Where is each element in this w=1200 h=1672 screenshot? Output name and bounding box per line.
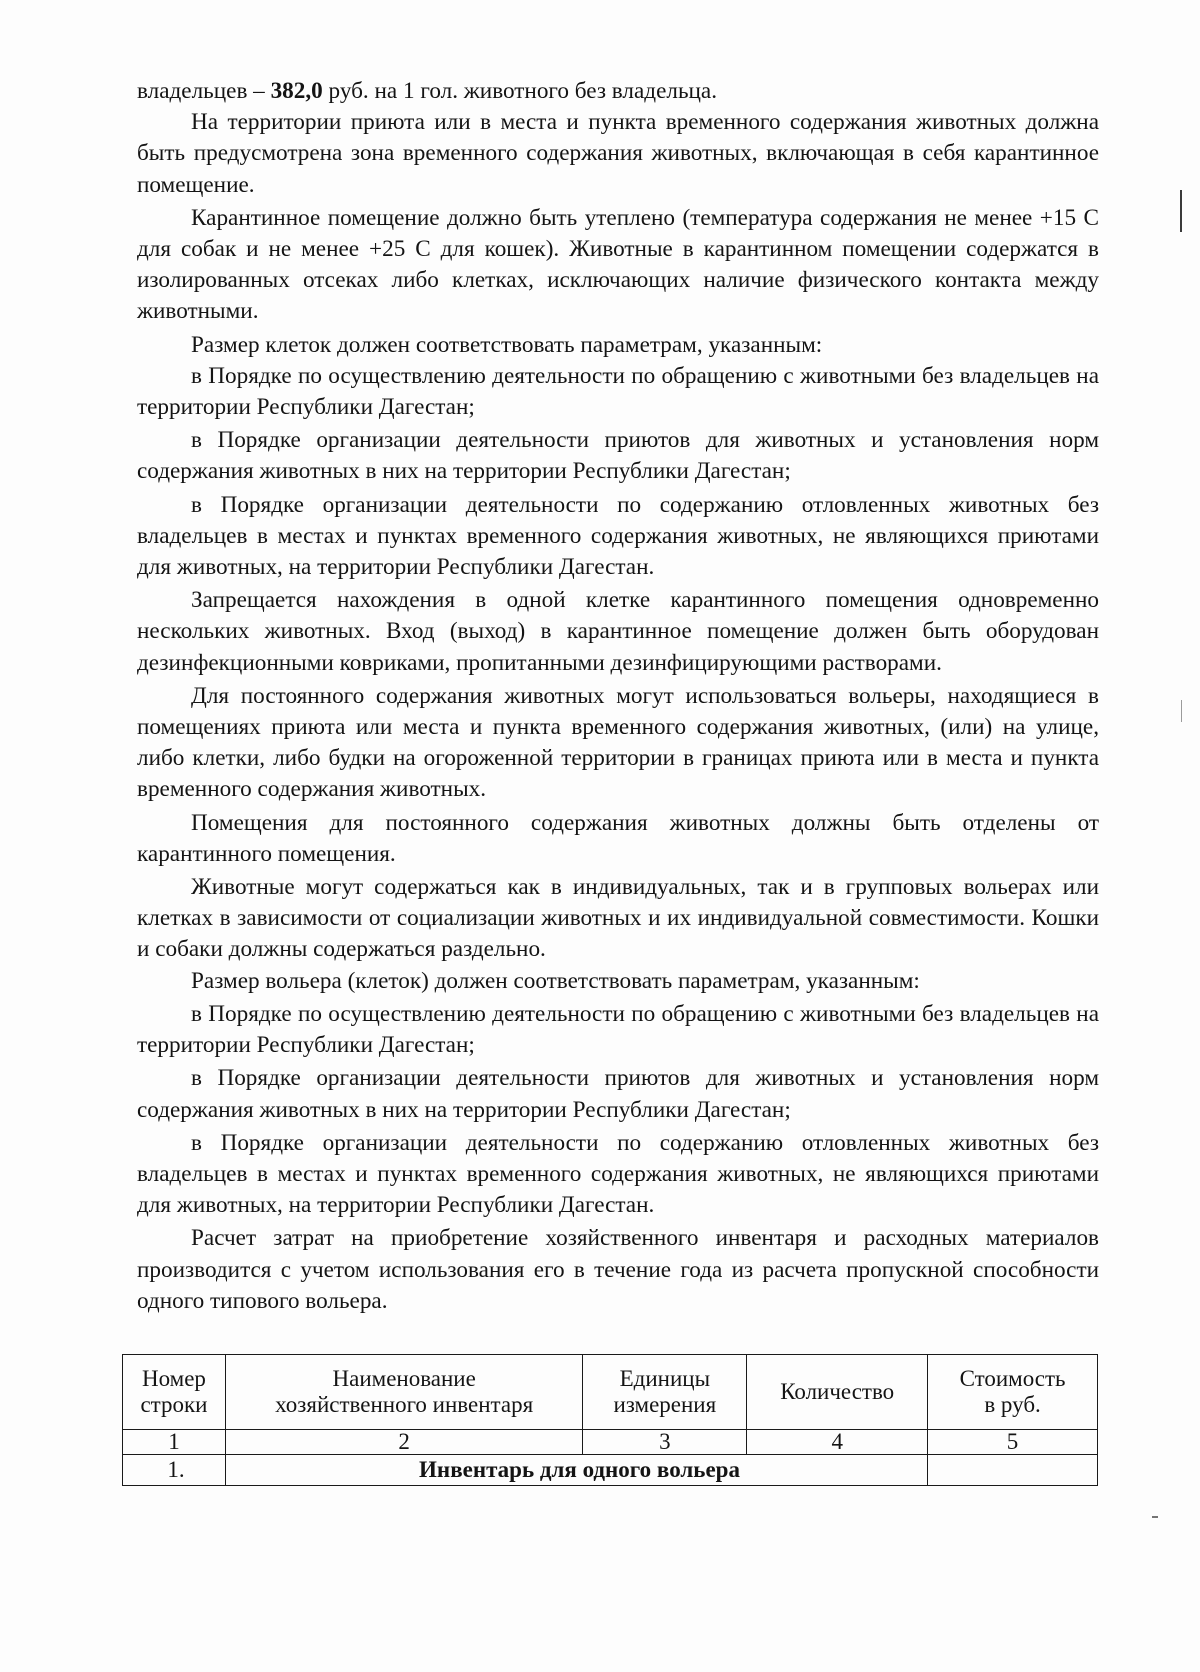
paragraph-0-pre: владельцев – <box>137 78 271 104</box>
paragraph-0-amount: 382,0 <box>270 78 323 104</box>
table-header-row <box>123 1355 1098 1430</box>
row-section-title: Инвентарь для одного вольера <box>225 1455 927 1486</box>
column-number: 4 <box>747 1430 928 1455</box>
table-column-numbers-row <box>123 1430 1098 1455</box>
paragraph-3: Размер клеток должен соответствовать параметрам, указанным: <box>191 331 823 358</box>
paragraph-15: Расчет затрат на приобретение хозяйственного инвентаря и расходных материалов производится с учетом использования его в течение года из расчета пропускной способности одного типового вольера. <box>137 1225 1099 1314</box>
header-cost: Стоимость в руб. <box>928 1355 1098 1430</box>
paragraph-11: Размер вольера (клеток) должен соответствовать параметрам, указанным: <box>191 967 920 994</box>
document-body <box>137 76 1099 1317</box>
paragraph-13: в Порядке организации деятельности приютов для животных и установления норм содержания животных в них на территории Республики Дагестан; <box>137 1065 1099 1123</box>
column-number: 1 <box>123 1430 226 1455</box>
paragraph-12: в Порядке по осуществлению деятельности по обращению с животными без владельцев на территории Республики Дагестан; <box>137 1000 1099 1059</box>
paragraph-14: в Порядке организации деятельности по содержанию отловленных животных без владельцев в местах и пунктах временного содержания животных, не являющихся приютами для животных, на территории Республики Дагестан. <box>137 1129 1099 1219</box>
scan-artifact <box>1180 190 1182 232</box>
paragraph-7: Запрещается нахождения в одной клетке карантинного помещения одновременно нескольких животных. Вход (выход) в карантинное помещение должен быть оборудован дезинфекционными ковриками, пропитанными дезинфицирующими растворами. <box>137 587 1099 676</box>
inventory-table <box>122 1354 1098 1486</box>
paragraph-0 <box>137 76 1099 107</box>
paragraph-5: в Порядке организации деятельности приютов для животных и установления норм содержания животных в них на территории Республики Дагестан; <box>137 427 1099 485</box>
row-number: 1. <box>123 1455 226 1486</box>
header-quantity: Количество <box>747 1355 928 1430</box>
header-row-number: Номер строки <box>123 1355 226 1430</box>
paragraph-10: Животные могут содержаться как в индивидуальных, так и в групповых вольерах или клетках в зависимости от социализации животных и их индивидуальной совместимости. Кошки и собаки должны содержаться раздельно. <box>137 874 1099 963</box>
paragraph-2: Карантинное помещение должно быть утеплено (температура содержания не менее +15 С для собак и не менее +25 С для кошек). Животные в карантинном помещении содержатся в изолированных отсеках либо клетках, исключающих наличие физического контакта между животными. <box>137 204 1099 325</box>
header-item-name: Наименование хозяйственного инвентаря <box>225 1355 582 1430</box>
scan-artifact <box>1181 700 1182 722</box>
paragraph-4: в Порядке по осуществлению деятельности по обращению с животными без владельцев на территории Республики Дагестан; <box>137 362 1099 421</box>
table-row <box>123 1455 1098 1486</box>
column-number: 2 <box>225 1430 582 1455</box>
paragraph-0-post: руб. на 1 гол. животного без владельца. <box>322 78 718 104</box>
column-number: 5 <box>928 1430 1098 1455</box>
row-cost <box>928 1455 1098 1486</box>
column-number: 3 <box>583 1430 747 1455</box>
header-unit: Единицы измерения <box>583 1355 747 1430</box>
paragraph-1: На территории приюта или в места и пункта временного содержания животных должна быть предусмотрена зона временного содержания животных, включающая в себя карантинное помещение. <box>137 109 1099 198</box>
scan-artifact <box>1152 1516 1158 1518</box>
paragraph-8: Для постоянного содержания животных могут использоваться вольеры, находящиеся в помещениях приюта или места и пункта временного содержания животных, (или) на улице, либо клетки, либо будки на огороженной территории в границах приюта или в места и пункта временного содержания животных. <box>137 682 1099 803</box>
paragraph-9: Помещения для постоянного содержания животных должны быть отделены от карантинного помещения. <box>137 809 1099 867</box>
paragraph-6: в Порядке организации деятельности по содержанию отловленных животных без владельцев в местах и пунктах временного содержания животных, не являющихся приютами для животных, на территории Республики Дагестан. <box>137 491 1099 581</box>
